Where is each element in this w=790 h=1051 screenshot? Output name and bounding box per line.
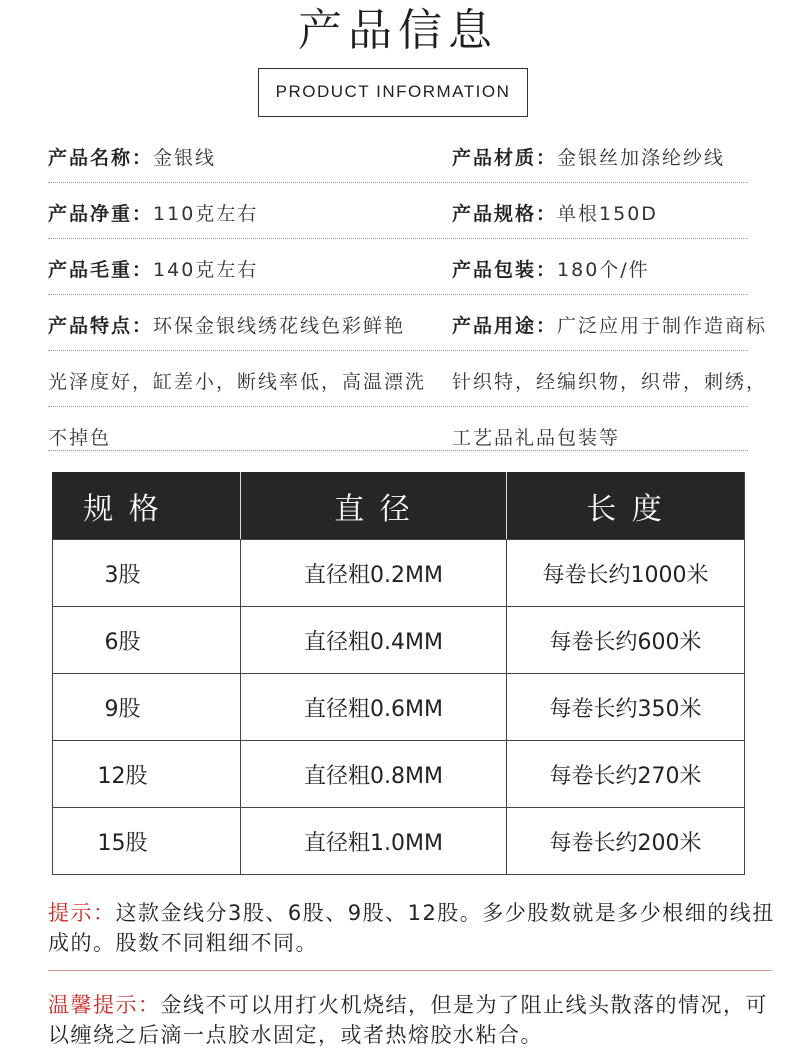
info-row-continued — [48, 407, 748, 451]
spec-row — [53, 674, 745, 741]
info-value: 金银线 — [153, 147, 217, 169]
product-info-list — [48, 127, 768, 451]
strand-count-cell: 12股 — [53, 741, 241, 808]
length-cell: 每卷长约1000米 — [507, 540, 745, 607]
spec-row — [53, 540, 745, 607]
info-label: 产品名称： — [48, 147, 154, 169]
warm-tip-note — [48, 990, 778, 1050]
info-usage-continued: 工艺品礼品包装等 — [452, 427, 621, 449]
diameter-cell: 直径粗1.0MM — [241, 808, 507, 875]
diameter-cell: 直径粗0.4MM — [241, 607, 507, 674]
diameter-cell: 直径粗0.2MM — [241, 540, 507, 607]
info-row-name-material — [48, 127, 748, 183]
info-label: 产品包装： — [452, 259, 558, 281]
section-divider — [48, 970, 772, 971]
info-usage-continued: 针织特，经编织物，织带，刺绣， — [452, 371, 768, 393]
header-diameter: 直 径 — [241, 473, 507, 540]
info-row-features-usage — [48, 295, 768, 351]
info-row-net-weight-spec — [48, 183, 748, 239]
tip-text: 这款金线分3股、6股、9股、12股。多少股数就是多少根细的线扭成的。股数不同粗细不同。 — [48, 901, 775, 955]
info-item-name — [48, 147, 216, 169]
info-label: 产品特点： — [48, 315, 154, 337]
page-title: 产品信息 — [298, 5, 498, 56]
spec-row — [53, 607, 745, 674]
info-value: 110克左右 — [153, 203, 259, 225]
warm-tip-text: 金线不可以用打火机烧结，但是为了阻止线头散落的情况，可以缠绕之后滴一点胶水固定，或者热熔胶水粘合。 — [48, 993, 768, 1047]
strand-count-cell: 3股 — [53, 540, 241, 607]
spec-row — [53, 808, 745, 875]
info-item-features — [48, 315, 405, 337]
tip-note — [48, 898, 778, 958]
length-cell: 每卷长约600米 — [507, 607, 745, 674]
length-cell: 每卷长约270米 — [507, 741, 745, 808]
info-value: 140克左右 — [153, 259, 259, 281]
length-cell: 每卷长约200米 — [507, 808, 745, 875]
info-item-spec — [452, 203, 658, 225]
info-item-usage — [452, 315, 767, 337]
header-length: 长 度 — [507, 473, 745, 540]
info-value: 金银丝加涤纶纱线 — [557, 147, 726, 169]
strand-count-cell: 15股 — [53, 808, 241, 875]
length-cell: 每卷长约350米 — [507, 674, 745, 741]
tip-label: 提示： — [48, 901, 116, 925]
info-label: 产品材质： — [452, 147, 558, 169]
header-strands: 规 格 — [53, 473, 241, 540]
spec-table-header-row — [53, 473, 745, 540]
info-label: 产品规格： — [452, 203, 558, 225]
diameter-cell: 直径粗0.6MM — [241, 674, 507, 741]
spec-table — [52, 472, 745, 875]
info-item-gross-weight — [48, 259, 258, 281]
info-features-continued: 光泽度好，缸差小，断线率低，高温漂洗 — [48, 371, 427, 393]
info-row-continued — [48, 351, 768, 407]
info-row-gross-weight-packing — [48, 239, 748, 295]
strand-count-cell: 6股 — [53, 607, 241, 674]
info-item-material — [452, 147, 725, 169]
info-value: 单根150D — [557, 203, 658, 225]
info-value: 广泛应用于制作造商标 — [557, 315, 768, 337]
spec-row — [53, 741, 745, 808]
info-label: 产品用途： — [452, 315, 558, 337]
info-value: 180个/件 — [557, 259, 650, 281]
info-item-packing — [452, 259, 650, 281]
strand-count-cell: 9股 — [53, 674, 241, 741]
page-subtitle-box: PRODUCT INFORMATION — [258, 68, 528, 117]
info-value: 环保金银线绣花线色彩鲜艳 — [153, 315, 406, 337]
warm-tip-label: 温馨提示： — [48, 993, 161, 1017]
info-label: 产品净重： — [48, 203, 154, 225]
info-label: 产品毛重： — [48, 259, 154, 281]
info-item-net-weight — [48, 203, 258, 225]
diameter-cell: 直径粗0.8MM — [241, 741, 507, 808]
info-features-continued: 不掉色 — [48, 427, 112, 449]
